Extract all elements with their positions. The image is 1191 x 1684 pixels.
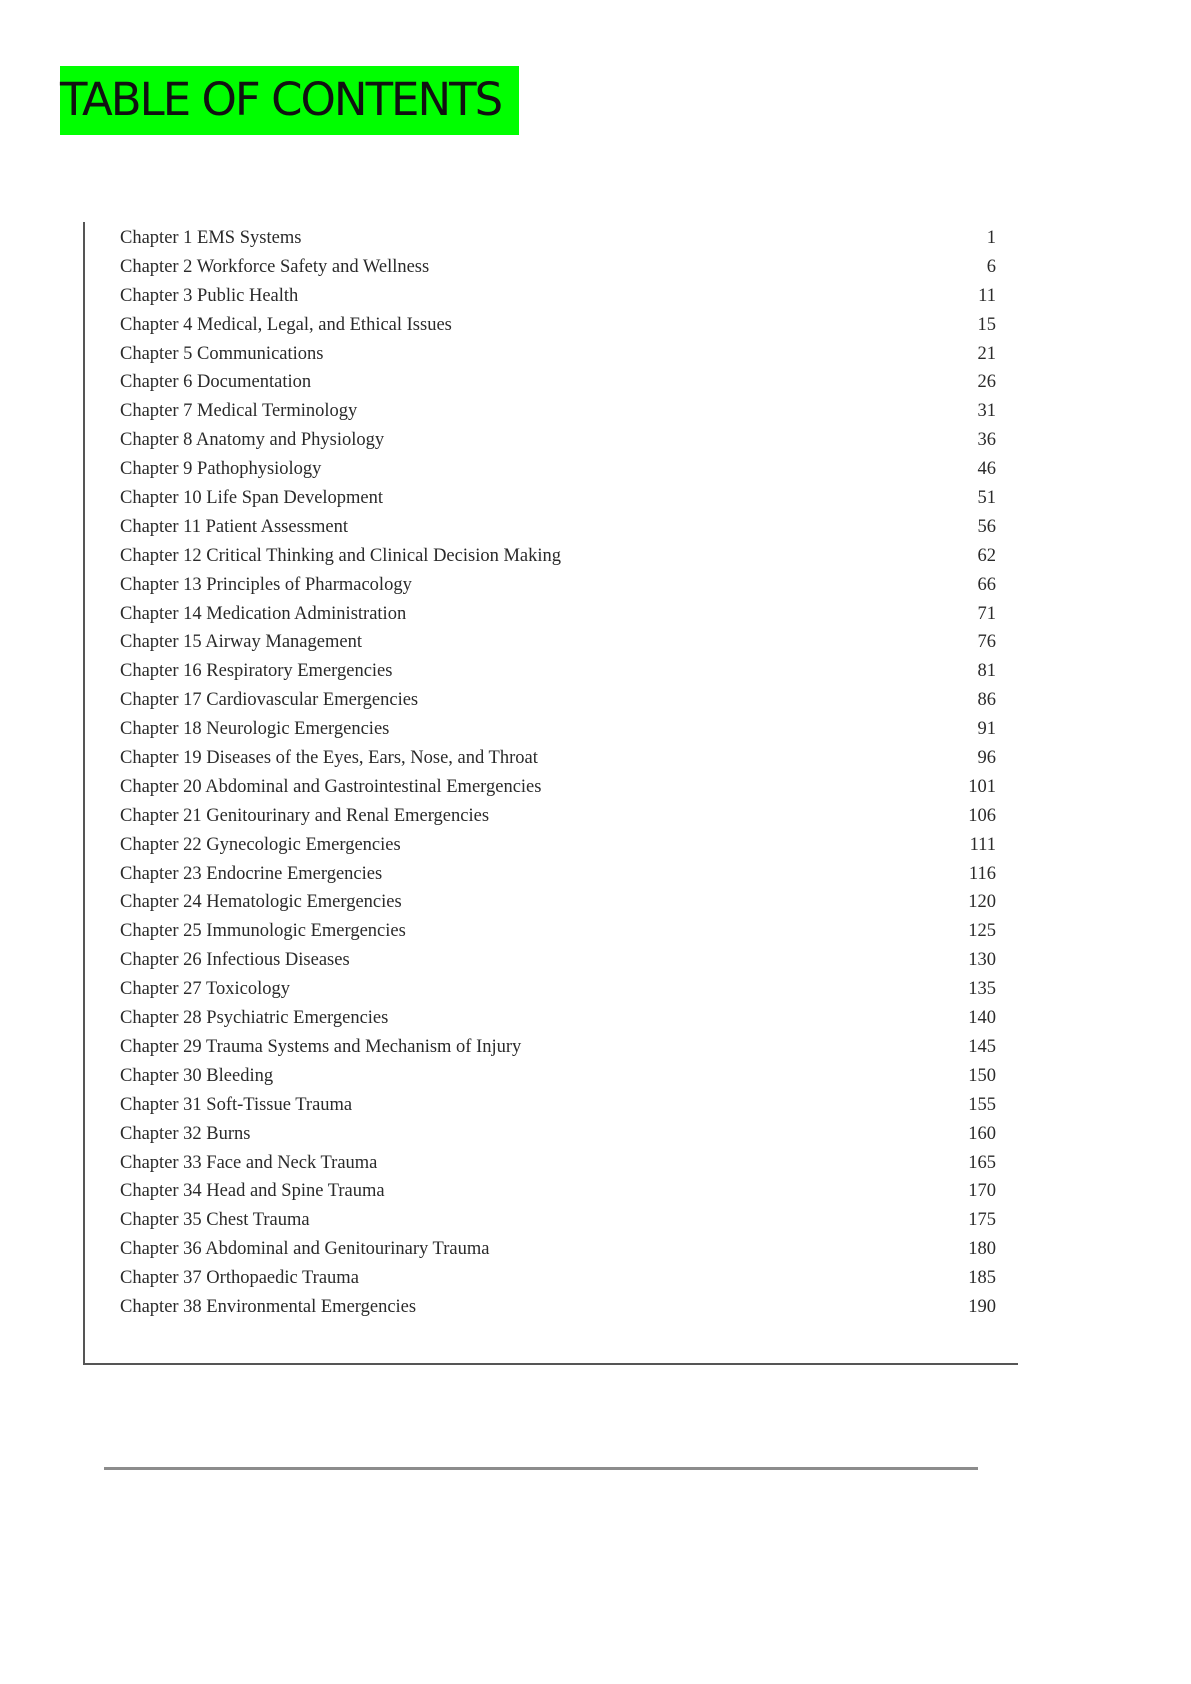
toc-entry [120,1066,996,1095]
toc-entry-title: Chapter 17 Cardiovascular Emergencies [120,690,419,711]
toc-entry-page: 31 [977,401,996,422]
toc-entry [120,604,996,633]
toc-entry-title: Chapter 10 Life Span Development [120,488,384,509]
toc-entry-title: Chapter 21 Genitourinary and Renal Emergencies [120,805,490,826]
toc-entry-title: Chapter 2 Workforce Safety and Wellness [120,256,430,277]
toc-entry [120,835,996,864]
toc-entry-title: Chapter 1 EMS Systems [120,228,302,248]
toc-entry-page: 190 [968,1296,996,1317]
toc-entry-page: 185 [968,1268,996,1289]
toc-entry [120,892,996,921]
toc-entry-title: Chapter 16 Respiratory Emergencies [120,661,393,682]
toc-entry-page: 46 [977,459,996,480]
toc-entry-title: Chapter 12 Critical Thinking and Clinical Decision Making [120,545,562,566]
toc-entry-title: Chapter 37 Orthopaedic Trauma [120,1268,359,1289]
toc-entry-title: Chapter 33 Face and Neck Trauma [120,1152,378,1173]
toc-entry-title: Chapter 30 Bleeding [120,1065,274,1086]
toc-entry-page: 71 [977,603,996,624]
toc-entry-title: Chapter 5 Communications [120,343,324,364]
toc-entry-title: Chapter 19 Diseases of the Eyes, Ears, Nose, and Throat [120,748,538,769]
toc-entry-page: 120 [968,892,996,913]
toc-entry [120,1008,996,1037]
toc-entry-page: 62 [977,545,996,566]
toc-entry-title: Chapter 36 Abdominal and Genitourinary Trauma [120,1239,490,1260]
toc-entry [120,488,996,517]
toc-entry [120,979,996,1008]
toc-entry-page: 175 [968,1210,996,1231]
toc-entry-title: Chapter 38 Environmental Emergencies [120,1296,417,1317]
toc-entry [120,1037,996,1066]
toc-entry-title: Chapter 31 Soft-Tissue Trauma [120,1094,353,1115]
toc-entry [120,430,996,459]
toc-entry [120,1181,996,1210]
toc-entry-title: Chapter 24 Hematologic Emergencies [120,892,402,913]
toc-entry [120,459,996,488]
toc-entry-page: 140 [968,1008,996,1029]
toc-entry-page: 76 [977,632,996,653]
toc-entry-title: Chapter 14 Medication Administration [120,603,407,624]
toc-entry-page: 170 [968,1181,996,1202]
toc-entry-title: Chapter 32 Burns [120,1123,251,1144]
toc-entry-title: Chapter 26 Infectious Diseases [120,950,350,971]
toc-entry [120,921,996,950]
toc-entry [120,950,996,979]
toc-entry-title: Chapter 7 Medical Terminology [120,401,358,422]
toc-entry-page: 145 [968,1036,996,1057]
page-title: TABLE OF CONTENTS [60,66,519,135]
toc-entry-page: 36 [977,430,996,451]
toc-entry-page: 56 [977,516,996,537]
toc-entry-page: 96 [977,748,996,769]
toc-entry-page: 66 [977,574,996,595]
toc-entry-page: 165 [968,1152,996,1173]
toc-entry [120,1239,996,1268]
toc-entry-title: Chapter 34 Head and Spine Trauma [120,1181,385,1202]
toc-entry [120,719,996,748]
toc-entry [120,748,996,777]
toc-entry-title: Chapter 3 Public Health [120,285,299,306]
toc-frame [83,222,1018,1365]
toc-entry [120,344,996,373]
toc-entry-page: 6 [986,256,996,277]
toc-entry [120,315,996,344]
toc-entry-title: Chapter 4 Medical, Legal, and Ethical Issues [120,314,452,335]
toc-entry-title: Chapter 20 Abdominal and Gastrointestinal Emergencies [120,776,542,797]
toc-entry [120,632,996,661]
toc-entry [120,372,996,401]
toc-entry-title: Chapter 18 Neurologic Emergencies [120,719,390,740]
toc-entry-title: Chapter 13 Principles of Pharmacology [120,574,412,595]
toc-entry-title: Chapter 8 Anatomy and Physiology [120,430,385,451]
toc-entry [120,286,996,315]
toc-entry [120,546,996,575]
toc-entry [120,228,996,257]
toc-entry-title: Chapter 6 Documentation [120,372,312,393]
toc-entry [120,1297,996,1326]
toc-entry-page: 91 [977,719,996,740]
toc-entry [120,1124,996,1153]
toc-entry-page: 130 [968,950,996,971]
toc-entry-title: Chapter 27 Toxicology [120,979,290,1000]
toc-entry-title: Chapter 23 Endocrine Emergencies [120,863,383,884]
toc-entry-page: 150 [968,1065,996,1086]
toc-entry-page: 180 [968,1239,996,1260]
toc-entry [120,690,996,719]
toc-entry [120,1268,996,1297]
toc-entry-title: Chapter 28 Psychiatric Emergencies [120,1008,389,1029]
toc-entry-page: 101 [968,776,996,797]
toc-entry-title: Chapter 22 Gynecologic Emergencies [120,834,401,855]
toc-entry [120,1095,996,1124]
toc-entry-page: 116 [968,863,996,884]
toc-entry-page: 125 [968,921,996,942]
bottom-divider [104,1467,978,1470]
toc-entry [120,257,996,286]
toc-entry [120,806,996,835]
toc-entry-page: 11 [978,285,996,306]
toc-list [120,228,996,1326]
toc-entry-page: 21 [977,343,996,364]
toc-entry [120,864,996,893]
toc-entry [120,401,996,430]
toc-entry-title: Chapter 11 Patient Assessment [120,516,348,537]
toc-entry-page: 81 [977,661,996,682]
toc-entry-page: 86 [977,690,996,711]
toc-entry [120,1210,996,1239]
toc-entry-page: 106 [968,805,996,826]
toc-entry-page: 15 [977,314,996,335]
toc-entry-page: 1 [986,228,996,248]
toc-entry-page: 155 [968,1094,996,1115]
toc-entry-title: Chapter 15 Airway Management [120,632,362,653]
toc-entry-title: Chapter 25 Immunologic Emergencies [120,921,406,942]
toc-entry [120,575,996,604]
toc-entry [120,1153,996,1182]
toc-entry-page: 111 [969,834,996,855]
toc-entry-page: 160 [968,1123,996,1144]
toc-entry-page: 135 [968,979,996,1000]
toc-entry [120,777,996,806]
toc-entry-page: 51 [977,488,996,509]
toc-entry [120,661,996,690]
toc-entry-page: 26 [977,372,996,393]
toc-entry [120,517,996,546]
toc-entry-title: Chapter 29 Trauma Systems and Mechanism of Injury [120,1036,522,1057]
toc-entry-title: Chapter 35 Chest Trauma [120,1210,310,1231]
toc-entry-title: Chapter 9 Pathophysiology [120,459,322,480]
